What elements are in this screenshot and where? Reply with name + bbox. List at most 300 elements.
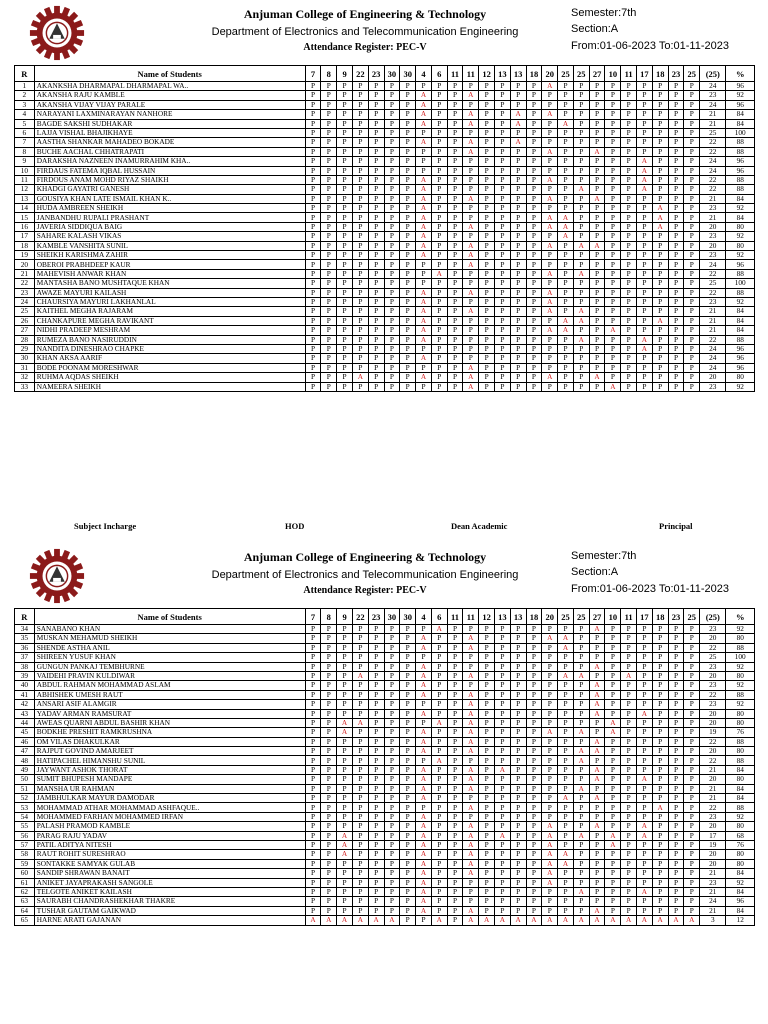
attendance-cell: P [668,175,684,184]
attendance-cell: P [652,709,668,718]
attendance-cell: P [605,812,621,821]
attendance-cell: P [321,859,337,868]
attendance-cell: P [494,850,510,859]
attendance-cell: P [637,110,653,119]
total-present: 21 [700,765,726,774]
attendance-cell: P [573,147,589,156]
attendance-cell: P [684,213,700,222]
attendance-cell: P [684,307,700,316]
attendance-cell: P [400,850,416,859]
attendance-cell: P [337,100,353,109]
attendance-cell: P [668,260,684,269]
attendance-cell: P [352,812,368,821]
attendance-cell: P [337,269,353,278]
attendance-cell: P [621,251,637,260]
attendance-cell: P [447,643,463,652]
attendance-cell: P [621,803,637,812]
attendance-cell: P [368,316,384,325]
roll-number: 60 [15,869,35,878]
attendance-cell: P [337,232,353,241]
attendance-cell: P [447,82,463,91]
attendance-cell: P [305,373,321,382]
table-row [15,718,755,727]
attendance-cell: A [416,185,432,194]
attendance-cell: P [510,906,526,915]
attendance-cell: P [494,662,510,671]
total-present: 24 [700,157,726,166]
total-present: 17 [700,831,726,840]
attendance-cell: P [337,82,353,91]
attendance-cell: P [352,91,368,100]
attendance-cell: P [368,728,384,737]
attendance-cell: A [589,775,605,784]
attendance-cell: P [510,887,526,896]
attendance-cell: P [352,119,368,128]
attendance-cell: P [479,82,495,91]
attendance-cell: P [573,213,589,222]
attendance-percent: 88 [726,138,755,147]
attendance-cell: P [558,887,574,896]
student-name: RAUT ROHIT SURESHRAO [34,850,305,859]
attendance-cell: P [321,185,337,194]
attendance-cell: P [463,82,479,91]
attendance-cell: P [637,906,653,915]
attendance-cell: P [416,363,432,372]
attendance-cell: A [589,709,605,718]
attendance-cell: P [668,906,684,915]
college-name: Anjuman College of Engineering & Technology [243,550,487,564]
attendance-cell: P [589,91,605,100]
attendance-cell: P [684,700,700,709]
attendance-cell: P [684,812,700,821]
attendance-cell: P [542,251,558,260]
attendance-cell: P [668,643,684,652]
attendance-cell: P [605,803,621,812]
attendance-cell: P [621,185,637,194]
attendance-cell: P [494,119,510,128]
attendance-cell: A [416,297,432,306]
roll-number: 29 [15,344,35,353]
attendance-percent: 76 [726,840,755,849]
attendance-cell: A [542,634,558,643]
date-header: 11 [447,66,463,82]
attendance-cell: P [542,887,558,896]
attendance-cell: A [463,718,479,727]
attendance-cell: P [621,643,637,652]
attendance-cell: P [384,204,400,213]
attendance-cell: P [542,260,558,269]
attendance-cell: P [605,297,621,306]
attendance-cell: P [416,803,432,812]
attendance-cell: P [494,373,510,382]
name-header: Name of Students [34,609,305,625]
attendance-cell: P [573,194,589,203]
attendance-cell: P [668,382,684,391]
total-present: 25 [700,128,726,137]
attendance-cell: A [416,119,432,128]
attendance-cell: P [400,297,416,306]
attendance-cell: P [684,840,700,849]
attendance-cell: P [368,653,384,662]
student-name: CHANKAPURE MEGHA RAVIKANT [34,316,305,325]
attendance-cell: P [526,718,542,727]
roll-number: 8 [15,147,35,156]
attendance-cell: P [479,878,495,887]
attendance-cell: P [431,794,447,803]
attendance-cell: P [652,251,668,260]
attendance-cell: P [321,269,337,278]
attendance-cell: P [605,279,621,288]
attendance-cell: P [558,260,574,269]
attendance-cell: P [684,100,700,109]
attendance-cell: P [463,316,479,325]
attendance-cell: P [431,700,447,709]
attendance-cell: P [684,138,700,147]
attendance-cell: P [368,897,384,906]
attendance-cell: P [558,625,574,634]
table-row [15,916,755,925]
attendance-cell: P [447,269,463,278]
attendance-cell: P [447,887,463,896]
attendance-cell: P [605,222,621,231]
attendance-cell: P [447,916,463,925]
attendance-cell: P [479,784,495,793]
attendance-cell: P [368,887,384,896]
student-name: JAVERIA SIDDIQUA BAIG [34,222,305,231]
attendance-cell: P [321,316,337,325]
attendance-cell: P [510,671,526,680]
roll-number: 17 [15,232,35,241]
attendance-cell: P [558,110,574,119]
attendance-cell: P [589,297,605,306]
attendance-cell: A [463,307,479,316]
attendance-cell: P [652,737,668,746]
attendance-cell: P [621,681,637,690]
table-row [15,775,755,784]
attendance-cell: P [352,747,368,756]
attendance-cell: P [337,344,353,353]
attendance-cell: P [558,681,574,690]
attendance-cell: P [416,700,432,709]
attendance-cell: A [463,728,479,737]
attendance-cell: P [573,251,589,260]
attendance-cell: P [573,204,589,213]
attendance-cell: P [621,728,637,737]
attendance-cell: P [368,326,384,335]
attendance-cell: P [400,204,416,213]
attendance-cell: P [573,288,589,297]
attendance-cell: P [542,671,558,680]
attendance-cell: P [352,869,368,878]
attendance-cell: P [416,653,432,662]
roll-number: 46 [15,737,35,746]
total-present: 23 [700,297,726,306]
attendance-cell: P [542,185,558,194]
attendance-cell: P [352,625,368,634]
attendance-cell: P [621,316,637,325]
attendance-cell: P [637,288,653,297]
attendance-cell: P [384,307,400,316]
attendance-cell: P [526,91,542,100]
attendance-cell: P [337,625,353,634]
attendance-cell: P [589,756,605,765]
attendance-cell: P [637,138,653,147]
attendance-cell: A [431,269,447,278]
attendance-cell: P [384,354,400,363]
attendance-cell: A [463,765,479,774]
attendance-cell: P [352,756,368,765]
attendance-cell: P [305,859,321,868]
attendance-cell: P [558,185,574,194]
roll-number: 24 [15,297,35,306]
attendance-cell: P [589,100,605,109]
attendance-cell: P [510,831,526,840]
attendance-cell: P [352,363,368,372]
attendance-cell: P [400,897,416,906]
student-name: AWAZE MAYURI KAILASH [34,288,305,297]
total-present: 23 [700,878,726,887]
attendance-cell: P [463,100,479,109]
roll-number: 35 [15,634,35,643]
attendance-percent: 84 [726,119,755,128]
student-name: PARAG RAJU YADAV [34,831,305,840]
attendance-cell: P [447,344,463,353]
attendance-cell: P [305,166,321,175]
attendance-cell: A [637,822,653,831]
attendance-cell: P [510,634,526,643]
attendance-cell: P [558,775,574,784]
attendance-cell: P [605,737,621,746]
attendance-cell: P [684,354,700,363]
attendance-percent: 100 [726,128,755,137]
attendance-cell: P [416,128,432,137]
attendance-cell: P [479,269,495,278]
attendance-cell: A [416,812,432,821]
attendance-cell: P [558,297,574,306]
attendance-cell: P [510,251,526,260]
attendance-cell: P [368,878,384,887]
attendance-cell: P [352,166,368,175]
attendance-cell: P [352,831,368,840]
attendance-percent: 84 [726,794,755,803]
student-name: CHAURSIYA MAYURI LAKHANLAL [34,297,305,306]
attendance-table [14,608,755,926]
attendance-cell: P [384,119,400,128]
attendance-cell: P [321,166,337,175]
attendance-cell: P [431,316,447,325]
attendance-cell: P [400,138,416,147]
table-row [15,859,755,868]
roll-number: 56 [15,831,35,840]
attendance-cell: P [589,175,605,184]
attendance-cell: P [431,166,447,175]
attendance-cell: P [400,906,416,915]
attendance-cell: P [321,671,337,680]
attendance-cell: A [463,700,479,709]
attendance-cell: P [400,737,416,746]
attendance-cell: P [668,279,684,288]
total-present: 21 [700,887,726,896]
attendance-percent: 84 [726,906,755,915]
attendance-cell: P [652,373,668,382]
attendance-cell: P [684,382,700,391]
attendance-cell: P [668,653,684,662]
attendance-cell: P [431,204,447,213]
attendance-cell: P [368,822,384,831]
attendance-cell: P [305,100,321,109]
attendance-cell: P [652,110,668,119]
date-header: 27 [589,66,605,82]
attendance-cell: P [494,232,510,241]
roll-number: 48 [15,756,35,765]
attendance-cell: P [400,288,416,297]
roll-number: 50 [15,775,35,784]
student-name: NANDITA DINESHRAO CHAPKE [34,344,305,353]
attendance-cell: P [494,241,510,250]
attendance-cell: P [494,222,510,231]
attendance-cell: P [400,803,416,812]
roll-number: 30 [15,354,35,363]
table-row [15,279,755,288]
attendance-cell: P [337,316,353,325]
attendance-cell: P [684,625,700,634]
attendance-cell: P [416,82,432,91]
attendance-cell: P [589,859,605,868]
attendance-cell: P [526,222,542,231]
student-name: SHIREEN YUSUF KHAN [34,653,305,662]
attendance-cell: P [621,784,637,793]
attendance-percent: 92 [726,251,755,260]
attendance-cell: P [494,709,510,718]
attendance-cell: A [558,326,574,335]
total-present: 3 [700,916,726,925]
attendance-cell: P [637,269,653,278]
attendance-cell: P [542,625,558,634]
attendance-cell: A [542,373,558,382]
total-present: 23 [700,681,726,690]
attendance-cell: A [463,775,479,784]
attendance-cell: P [352,288,368,297]
attendance-cell: P [431,690,447,699]
roll-number: 65 [15,916,35,925]
attendance-cell: P [621,653,637,662]
roll-number: 2 [15,91,35,100]
attendance-cell: P [368,194,384,203]
attendance-cell: P [368,288,384,297]
attendance-cell: P [652,166,668,175]
attendance-cell: P [321,897,337,906]
attendance-cell: P [652,128,668,137]
attendance-cell: P [479,897,495,906]
attendance-cell: P [352,128,368,137]
attendance-cell: P [352,784,368,793]
attendance-percent: 92 [726,91,755,100]
attendance-cell: P [305,681,321,690]
attendance-cell: A [416,241,432,250]
attendance-percent: 92 [726,232,755,241]
date-header: 22 [352,609,368,625]
attendance-cell: P [479,906,495,915]
attendance-cell: A [652,916,668,925]
attendance-cell: A [463,671,479,680]
attendance-cell: P [321,326,337,335]
attendance-cell: P [684,775,700,784]
attendance-cell: P [479,354,495,363]
attendance-cell: P [589,718,605,727]
attendance-cell: P [337,307,353,316]
total-present: 20 [700,822,726,831]
attendance-cell: P [447,784,463,793]
attendance-cell: P [321,175,337,184]
attendance-percent: 100 [726,279,755,288]
attendance-cell: P [573,869,589,878]
total-present: 25 [700,653,726,662]
attendance-percent: 84 [726,326,755,335]
attendance-cell: P [526,241,542,250]
attendance-cell: P [605,185,621,194]
attendance-cell: P [416,625,432,634]
attendance-cell: P [494,138,510,147]
attendance-cell: P [447,373,463,382]
attendance-cell: P [479,625,495,634]
attendance-cell: P [479,363,495,372]
attendance-cell: P [668,373,684,382]
percent-header: % [726,66,755,82]
attendance-cell: P [352,185,368,194]
attendance-cell: P [384,157,400,166]
attendance-cell: A [416,288,432,297]
attendance-cell: A [542,916,558,925]
attendance-cell: A [431,625,447,634]
attendance-cell: P [337,166,353,175]
attendance-cell: P [668,690,684,699]
attendance-cell: P [305,222,321,231]
attendance-cell: P [400,756,416,765]
attendance-cell: P [384,775,400,784]
attendance-cell: P [589,157,605,166]
attendance-cell: A [416,110,432,119]
attendance-cell: P [321,700,337,709]
attendance-cell: P [684,906,700,915]
attendance-cell: P [305,344,321,353]
table-row [15,138,755,147]
attendance-cell: P [337,756,353,765]
attendance-cell: P [447,700,463,709]
attendance-cell: P [621,241,637,250]
attendance-cell: P [321,232,337,241]
attendance-cell: P [637,128,653,137]
attendance-cell: A [558,643,574,652]
attendance-cell: P [305,728,321,737]
attendance-percent: 92 [726,878,755,887]
attendance-cell: P [337,906,353,915]
attendance-cell: P [447,662,463,671]
attendance-cell: P [526,887,542,896]
student-name: SANABANO KHAN [34,625,305,634]
attendance-cell: P [447,157,463,166]
attendance-cell: P [668,775,684,784]
table-row [15,363,755,372]
attendance-cell: P [321,850,337,859]
total-present: 24 [700,344,726,353]
attendance-cell: P [384,194,400,203]
attendance-cell: P [384,382,400,391]
attendance-cell: P [494,775,510,784]
attendance-cell: P [652,794,668,803]
attendance-cell: A [558,916,574,925]
attendance-cell: A [558,634,574,643]
attendance-cell: P [321,82,337,91]
